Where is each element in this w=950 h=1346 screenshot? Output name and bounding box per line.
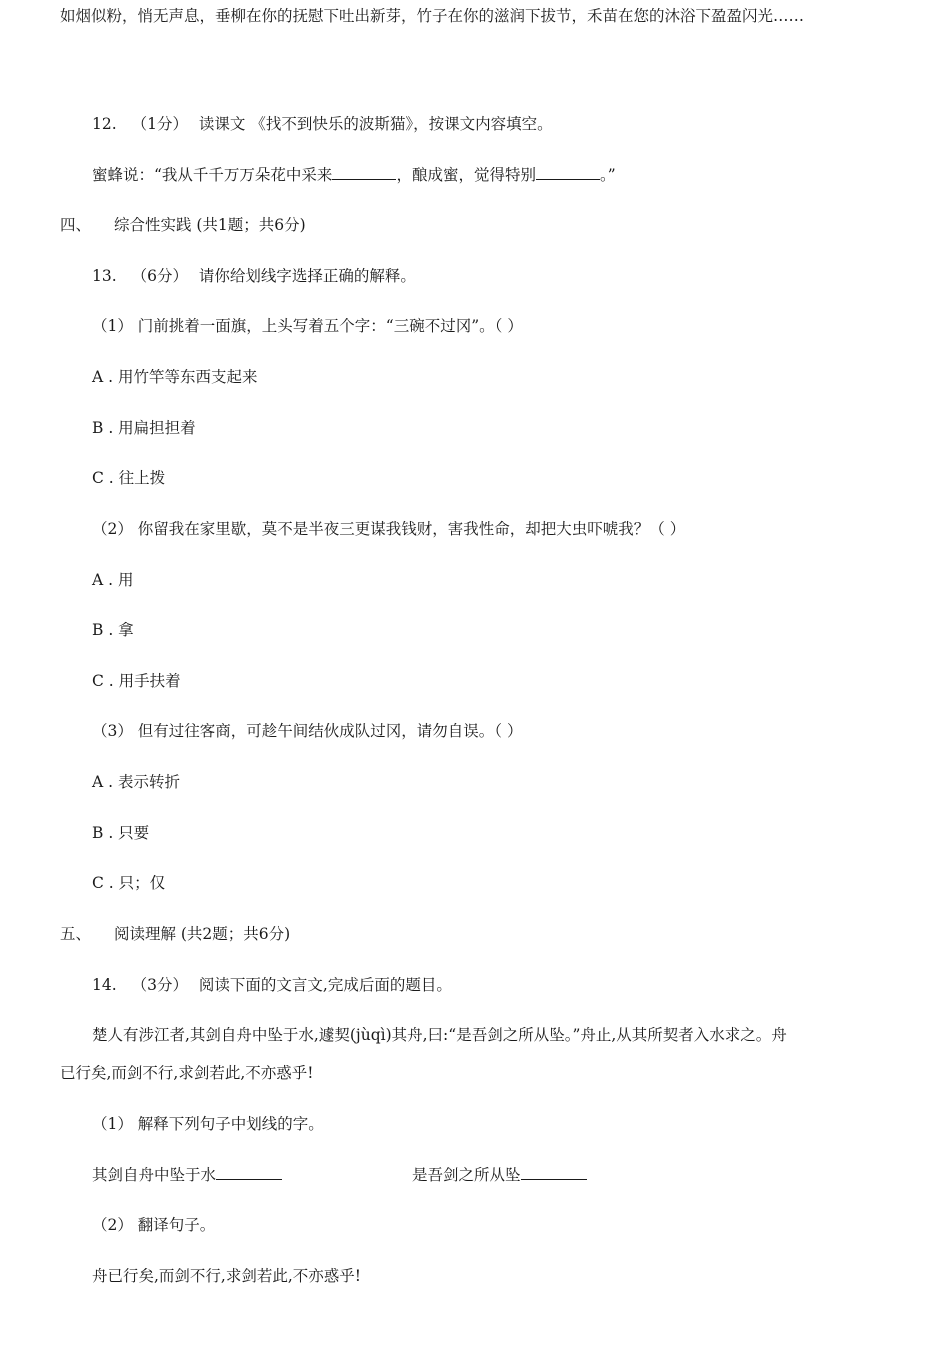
sub-question-14-1-item-a: [92, 1165, 282, 1185]
question-number: 12.: [92, 115, 117, 133]
section-title: 综合性实践 (共1题；共6分): [113, 216, 306, 234]
sub-question-14-1: （1） 解释下列句子中划线的字。: [92, 1115, 324, 1133]
question-number: 14.: [92, 976, 117, 994]
sub-question-13-2: （2） 你留我在家里歇，莫不是半夜三更谋我钱财，害我性命，却把大虫吓唬我？（ ）: [92, 520, 686, 538]
option-13-3-a[interactable]: A . 表示转折: [92, 773, 180, 791]
option-13-2-a[interactable]: A . 用: [92, 571, 134, 589]
option-13-3-b[interactable]: B . 只要: [92, 824, 150, 842]
section-title: 阅读理解 (共2题；共6分): [113, 925, 291, 943]
question-score: （1分）: [131, 115, 188, 133]
question-14: [92, 975, 452, 995]
section-4-heading: [60, 215, 306, 235]
option-13-3-c[interactable]: C . 只；仅: [92, 874, 166, 892]
sub-question-13-3: （3） 但有过往客商，可趁午间结伙成队过冈，请勿自误。（ ）: [92, 722, 523, 740]
fill-text: 蜜蜂说：“我从千千万万朵花中采来: [92, 166, 333, 184]
answer-blank[interactable]: [332, 165, 396, 180]
classical-passage-line-1: 楚人有涉江者,其剑自舟中坠于水,遽契(jùqì)其舟,曰:“是吾剑之所从坠。”舟止,从其所契者入水求之。舟: [92, 1026, 787, 1044]
passage-end-line: 如烟似粉，悄无声息，垂柳在你的抚慰下吐出新芽，竹子在你的滋润下拔节，禾苗在您的沐浴下盈盈闪光……: [60, 7, 805, 25]
answer-blank[interactable]: [521, 1165, 587, 1180]
sentence-to-translate: 舟已行矣,而剑不行,求剑若此,不亦惑乎!: [92, 1267, 362, 1285]
question-12: [92, 114, 553, 134]
sub-question-14-2: （2） 翻译句子。: [92, 1216, 216, 1234]
section-number: 五、: [60, 925, 92, 943]
question-score: （3分）: [131, 976, 188, 994]
question-13: [92, 266, 416, 286]
classical-passage-line-2: 已行矣,而剑不行,求剑若此,不亦惑乎!: [60, 1064, 314, 1082]
question-number: 13.: [92, 267, 117, 285]
fill-text: ，酿成蜜，觉得特别: [396, 166, 536, 184]
answer-blank[interactable]: [536, 165, 600, 180]
sub-question-13-1: （1） 门前挑着一面旗，上头写着五个字：“三碗不过冈”。（ ）: [92, 317, 523, 335]
sentence: 其剑自舟中坠于水: [92, 1166, 217, 1184]
option-13-1-c[interactable]: C . 往上拨: [92, 469, 166, 487]
section-5-heading: [60, 924, 290, 944]
option-13-1-a[interactable]: A . 用竹竿等东西支起来: [92, 368, 258, 386]
question-score: （6分）: [131, 267, 188, 285]
question-text: 请你给划线字选择正确的解释。: [198, 267, 416, 285]
question-text: 读课文 《找不到快乐的波斯猫》，按课文内容填空。: [198, 115, 553, 133]
question-text: 阅读下面的文言文,完成后面的题目。: [198, 976, 452, 994]
option-13-1-b[interactable]: B . 用扁担担着: [92, 419, 196, 437]
answer-blank[interactable]: [216, 1165, 282, 1180]
section-number: 四、: [60, 216, 92, 234]
question-12-fill: [92, 165, 616, 185]
option-13-2-b[interactable]: B . 拿: [92, 621, 134, 639]
option-13-2-c[interactable]: C . 用手扶着: [92, 672, 181, 690]
sentence: 是吾剑之所从坠: [412, 1166, 521, 1184]
sub-question-14-1-item-b: [412, 1165, 587, 1185]
fill-text: 。”: [599, 166, 616, 184]
